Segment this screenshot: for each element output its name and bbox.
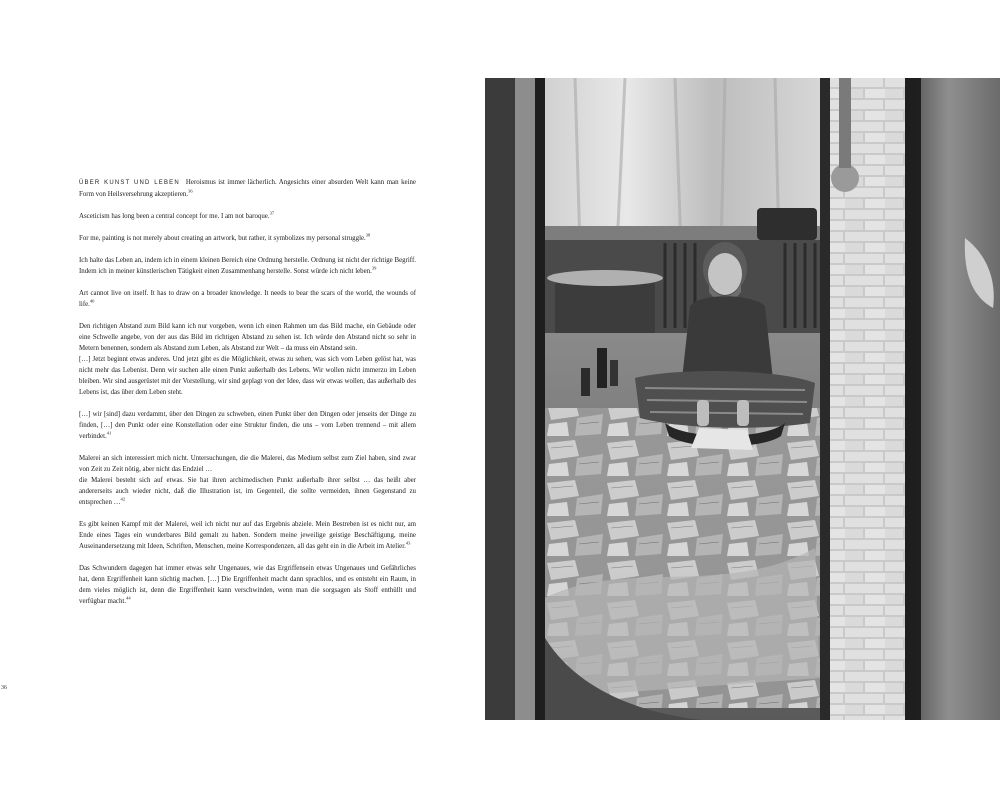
footnote-ref: 44	[126, 595, 131, 601]
paragraph-text: Art cannot live on itself. It has to draw on a broader knowledge. It needs to bear the scars of the world, the wounds of life.	[79, 290, 416, 308]
section-heading: ÜBER KUNST UND LEBEN	[79, 180, 180, 186]
paragraph	[79, 453, 416, 475]
photo-right-wall	[915, 78, 1000, 720]
paragraph-text: die Malerei besteht sich auf etwas. Sie hat ihren archimedischen Punkt außerhalb ihrer selbst … das heißt aber andererseits auch wieder nicht, daß die Illustration ist, im Gegenteil, die sollte vermeiden, ihnen Gegenstand zu entsprechen …	[79, 477, 416, 506]
paragraph-text: […] wir [sind] dazu verdammt, über den Dingen zu schweben, einen Punkt über den Dingen oder jenseits der Dinge zu finden, […] den Punkt oder eine Konstellation oder eine Struktur finden, die uns – vom Leben trennend – mit allem verbindet.	[79, 411, 416, 440]
footnote-ref: 43	[405, 540, 411, 546]
studio-photograph	[485, 78, 915, 720]
footnote-ref: 40	[89, 298, 95, 304]
left-page	[0, 0, 485, 800]
footnote-ref: 42	[120, 496, 126, 502]
photo-illustration	[485, 78, 915, 720]
footnote-ref: 36	[188, 188, 193, 194]
paragraph-text: Malerei an sich interessiert mich nicht. Untersuchungen, die die Malerei, das Medium selbst zum Ziel haben, sind zwar von Zeit zu Zeit nötig, aber nicht das Endziel …	[79, 455, 416, 473]
paragraph-text: Ich halte das Leben an, indem ich in einem kleinen Bereich eine Ordnung herstelle. Ordnung ist nicht der richtige Begriff. Indem ich in meiner künstlerischen Tätigkeit einen Zusammenhang herstelle. Sonst würde ich nicht leben.	[79, 257, 416, 275]
paragraph	[79, 354, 416, 398]
footnote-ref: 37	[269, 210, 275, 216]
footnote-ref: 39	[371, 265, 377, 271]
paragraph-text: For me, painting is not merely about creating an artwork, but rather, it symbolizes my personal struggle.	[79, 235, 366, 242]
paragraph	[79, 211, 416, 222]
wall-texture	[915, 78, 1000, 720]
footnote-ref: 38	[365, 232, 371, 238]
text-column	[79, 177, 416, 618]
paragraph	[79, 288, 416, 310]
paragraph-text: Das Schwundern dagegen hat immer etwas sehr Ungenaues, wie das Ergriffensein etwas Ungenaues und Gefährliches hat, denn Ergriffenheit kann süchtig machen. […] Die Ergriffenheit macht dann sprachlos, und es entsteht ein Raum, in dem vieles möglich ist, denn die Ergriffenheit kann verschwinden, wenn man die sorgsagen als Stoff enthüllt und verfügbar macht.	[79, 565, 416, 605]
paragraph	[79, 255, 416, 277]
paragraph	[79, 233, 416, 244]
page-number: 36	[1, 685, 7, 691]
footnote-ref: 41	[106, 430, 112, 436]
paragraph	[79, 519, 416, 552]
paragraph	[79, 321, 416, 354]
paragraph	[79, 409, 416, 442]
paragraph-text: […] Jetzt beginnt etwas anderes. Und jetzt gibt es die Möglichkeit, etwas zu sehen, was sich vom Leben gelöst hat, was nicht mehr das Lebenist. Denn wir suchen alle einen Punkt außerhalb des Lebens. Wir wollen nicht immerzu im Leben bleiben. Wir sind ausgerüstet mit der Vorstellung, wir sind geplagt von der Idee, dass wir etwas wollen, das außerhalb des Lebens ist, das über dem Leben steht.	[79, 356, 416, 396]
paragraph	[79, 177, 416, 200]
paragraph-text: Heroismus ist immer lächerlich. Angesichts einer absurden Welt kann man keine Form von Heilsversehrung akzeptieren.	[79, 179, 416, 198]
paragraph-text: Den richtigen Abstand zum Bild kann ich nur vorgeben, wenn ich einen Rahmen um das Bild mache, ein Gebäude oder eine Schwelle angebe, von der aus das Bild im richtigen Abstand zu sehen ist. Ich würde den Abstand nicht so sehr in Metern benennen, sondern als Abstand zum Leben, als Abstand zur Welt – da muss ein Abstand sein.	[79, 323, 416, 352]
paragraph	[79, 475, 416, 508]
paragraph	[79, 563, 416, 607]
paragraph-text: Es gibt keinen Kampf mit der Malerei, weil ich nicht nur auf das Ergebnis abziele. Mein Bestreben ist es nicht nur, am Ende eines Tages ein wunderbares Bild gemalt zu haben. Sondern meine jeweilige geistige Beschäftigung, meine Auseinandersetzung mit Ideen, Schriften, Menschen, meine Korrespondenzen, all das geht ein in die Arbeit im Atelier.	[79, 521, 416, 550]
paragraph-text: Asceticism has long been a central concept for me. I am not baroque.	[79, 213, 270, 220]
